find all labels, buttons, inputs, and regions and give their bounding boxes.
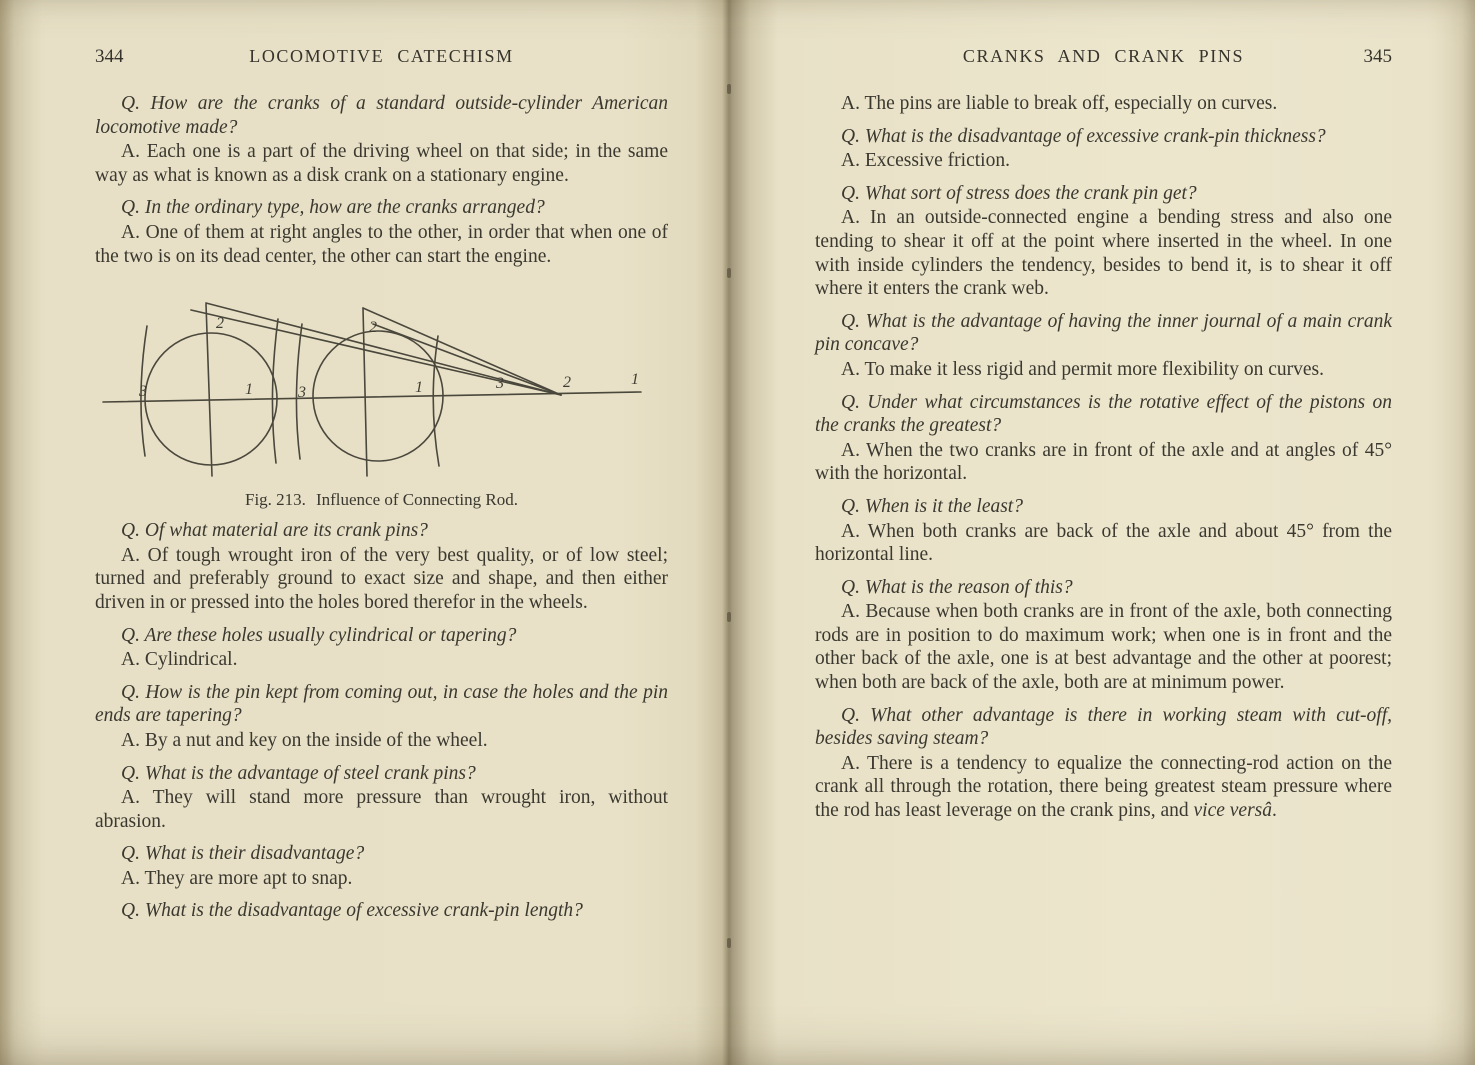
- figure-caption-label: Fig. 213.: [245, 490, 306, 510]
- answer-paragraph: A. In an outside-connected engine a bending stress and also one tending to shear it off at the point where inserted in the wheel. In one with inside cylinders the tendency, besides to bend it, is to shear it off where it enters the crank web.: [815, 207, 1392, 300]
- diagram-label: 2: [369, 319, 377, 337]
- diagram-label: 1: [245, 381, 253, 399]
- running-title: CRANKS AND CRANK PINS: [962, 46, 1245, 66]
- answer-paragraph: A. Of tough wrought iron of the very best quality, or of low steel; turned and preferably ground to exact size and shape, and then either driven in or pressed into the holes bored therefor in the wheels.: [95, 544, 668, 613]
- diagram-label: 2: [216, 315, 224, 333]
- binding-stitch: [727, 268, 731, 278]
- answer-paragraph: A. By a nut and key on the inside of the wheel.: [121, 729, 488, 751]
- diagram-label: 3: [298, 384, 306, 402]
- answer-paragraph: A. Excessive friction.: [841, 150, 1010, 172]
- binding-stitch: [727, 612, 731, 622]
- binding-stitch: [727, 84, 731, 94]
- left-page-header: [95, 46, 668, 69]
- binding-stitch: [727, 938, 731, 948]
- question-paragraph: Q. How is the pin kept from coming out, in case the holes and the pin ends are tapering?: [95, 681, 668, 727]
- answer-paragraph: A. Because when both cranks are in front of the axle, both connecting rods are in position to do maximum work; when one is in front and the other back of the axle, one is at best advantage and the other at poorest; when both are back of the axle, both are at minimum power.: [815, 601, 1392, 694]
- diagram-label: 3: [496, 375, 504, 393]
- answer-paragraph: A. Cylindrical.: [121, 649, 238, 671]
- question-paragraph: Q. What other advantage is there in working steam with cut-off, besides saving steam?: [815, 704, 1392, 750]
- question-paragraph: Q. What sort of stress does the crank pin get?: [841, 182, 1197, 204]
- question-paragraph: Q. Under what circumstances is the rotative effect of the pistons on the cranks the greatest?: [815, 391, 1392, 437]
- question-paragraph: Q. What is the disadvantage of excessive crank-pin thickness?: [841, 125, 1326, 147]
- answer-paragraph: A. They will stand more pressure than wrought iron, without abrasion.: [95, 787, 668, 832]
- binding-gutter: [727, 0, 732, 1065]
- latin-term: vice versâ: [1193, 800, 1272, 822]
- figure-213: [95, 294, 668, 510]
- diagram-label: 1: [415, 379, 423, 397]
- question-paragraph: Q. What is their disadvantage?: [121, 843, 365, 865]
- right-page-header: [815, 46, 1392, 69]
- question-paragraph: Q. How are the cranks of a standard outside-cylinder American locomotive made?: [95, 93, 668, 138]
- question-paragraph: Q. Are these holes usually cylindrical or tapering?: [121, 624, 517, 646]
- answer-paragraph: A. To make it less rigid and permit more flexibility on curves.: [841, 358, 1324, 380]
- answer-paragraph: A. They are more apt to snap.: [121, 867, 353, 889]
- answer-paragraph: A. Each one is a part of the driving wheel on that side; in the same way as what is known as a disk crank on a stationary engine.: [95, 141, 668, 186]
- right-page-text: [815, 92, 1392, 823]
- question-paragraph: Q. When is it the least?: [841, 495, 1023, 517]
- diagram-label: 2: [563, 374, 571, 392]
- question-paragraph: Q. What is the reason of this?: [841, 576, 1073, 598]
- question-paragraph: Q. In the ordinary type, how are the cranks arranged?: [121, 197, 545, 219]
- left-page: [95, 0, 668, 1065]
- answer-paragraph: A. One of them at right angles to the other, in order that when one of the two is on its dead center, the other can start the engine.: [95, 221, 668, 267]
- figure-caption: [95, 490, 668, 510]
- answer-paragraph: A. When both cranks are back of the axle and about 45° from the horizontal line.: [815, 520, 1392, 566]
- left-page-text: [95, 92, 668, 923]
- question-paragraph: Q. Of what material are its crank pins?: [121, 520, 428, 542]
- running-title: LOCOMOTIVE CATECHISM: [249, 46, 514, 66]
- diagram-label: 3: [139, 383, 147, 401]
- page-number: 345: [1363, 46, 1392, 67]
- right-page: [815, 0, 1392, 1065]
- question-paragraph: Q. What is the advantage of steel crank pins?: [121, 762, 476, 784]
- connecting-rod-diagram: [101, 294, 653, 486]
- answer-paragraph: A. When the two cranks are in front of the axle and at angles of 45° with the horizontal.: [815, 439, 1392, 485]
- page-number: 344: [95, 46, 124, 67]
- answer-paragraph: A. The pins are liable to break off, especially on curves.: [841, 93, 1278, 114]
- answer-text: .: [1272, 800, 1277, 822]
- figure-caption-text: Influence of Connecting Rod.: [315, 490, 518, 510]
- answer-paragraph: [815, 752, 1392, 823]
- question-paragraph: Q. What is the advantage of having the inner journal of a main crank pin concave?: [815, 310, 1392, 356]
- question-paragraph: Q. What is the disadvantage of excessive crank-pin length?: [121, 900, 583, 922]
- answer-text: A. There is a tendency to equalize the connecting-rod action on the crank all through the rotation, there being greatest steam pressure where the rod has least leverage on the crank pins, and: [815, 752, 1392, 822]
- diagram-label: 1: [631, 371, 639, 389]
